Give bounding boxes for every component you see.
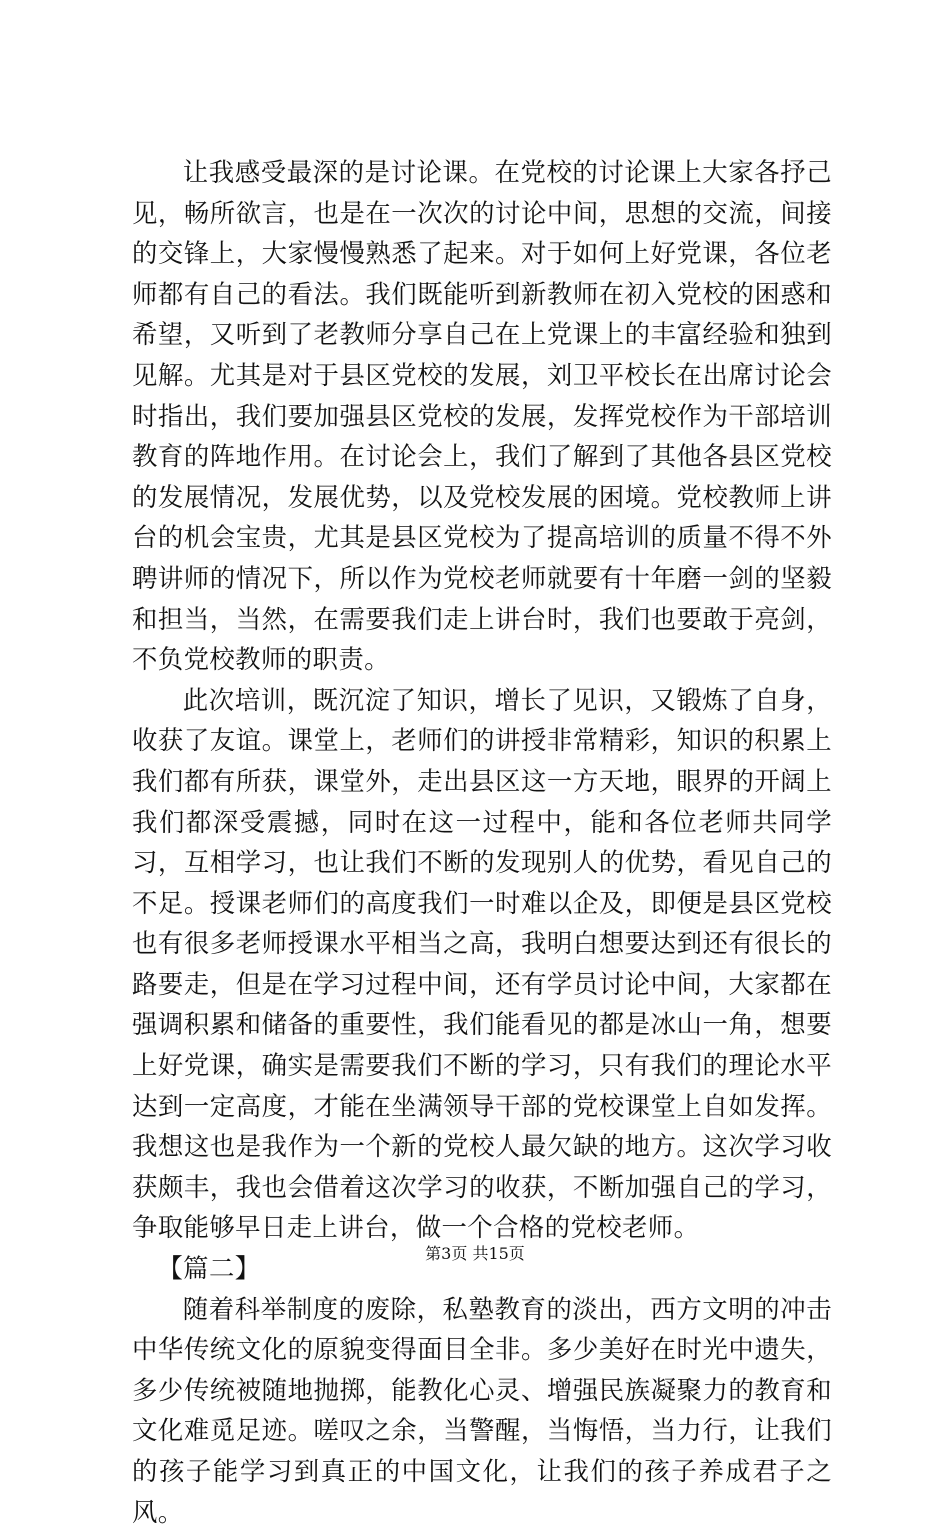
page-number-indicator: 第3页 共15页 bbox=[425, 1244, 525, 1263]
document-body bbox=[132, 152, 832, 1532]
page-footer bbox=[0, 1244, 950, 1264]
section-heading-part-two: 【篇二】 bbox=[157, 1253, 261, 1284]
paragraph-traditional-culture: 随着科举制度的废除，私塾教育的淡出，西方文明的冲击中华传统文化的原貌变得面目全非。多少美好在时光中遗失，多少传统被随地抛掷，能教化心灵、增强民族凝聚力的教育和文化难觅足迹。嗟叹之余，当警醒，当悔悟，当力行，让我们的孩子能学习到真正的中国文化，让我们的孩子养成君子之风。 bbox=[132, 1293, 832, 1527]
paragraph-training-summary: 此次培训，既沉淀了知识，增长了见识，又锻炼了自身，收获了友谊。课堂上，老师们的讲授非常精彩，知识的积累上我们都有所获，课堂外，走出县区这一方天地，眼界的开阔上我们都深受震撼，同时在这一过程中，能和各位老师共同学习，互相学习，也让我们不断的发现别人的优势，看见自己的不足。授课老师们的高度我们一时难以企及，即便是县区党校也有很多老师授课水平相当之高，我明白想要达到还有很长的路要走，但是在学习过程中间，还有学员讨论中间，大家都在强调积累和储备的重要性，我们能看见的都是冰山一角，想要上好党课，确实是需要我们不断的学习，只有我们的理论水平达到一定高度，才能在坐满领导干部的党校课堂上自如发挥。我想这也是我作为一个新的党校人最欠缺的地方。这次学习收获颇丰，我也会借着这次学习的收获，不断加强自己的学习，争取能够早日走上讲台，做一个合格的党校老师。 bbox=[132, 684, 832, 1243]
paragraph-discussion-class: 让我感受最深的是讨论课。在党校的讨论课上大家各抒己见，畅所欲言，也是在一次次的讨论中间，思想的交流，间接的交锋上，大家慢慢熟悉了起来。对于如何上好党课，各位老师都有自己的看法。我们既能听到新教师在初入党校的困惑和希望，又听到了老教师分享自己在上党课上的丰富经验和独到见解。尤其是对于县区党校的发展，刘卫平校长在出席讨论会时指出，我们要加强县区党校的发展，发挥党校作为干部培训教育的阵地作用。在讨论会上，我们了解到了其他各县区党校的发展情况，发展优势，以及党校发展的困境。党校教师上讲台的机会宝贵，尤其是县区党校为了提高培训的质量不得不外聘讲师的情况下，所以作为党校老师就要有十年磨一剑的坚毅和担当，当然，在需要我们走上讲台时，我们也要敢于亮剑，不负党校教师的职责。 bbox=[132, 157, 832, 675]
